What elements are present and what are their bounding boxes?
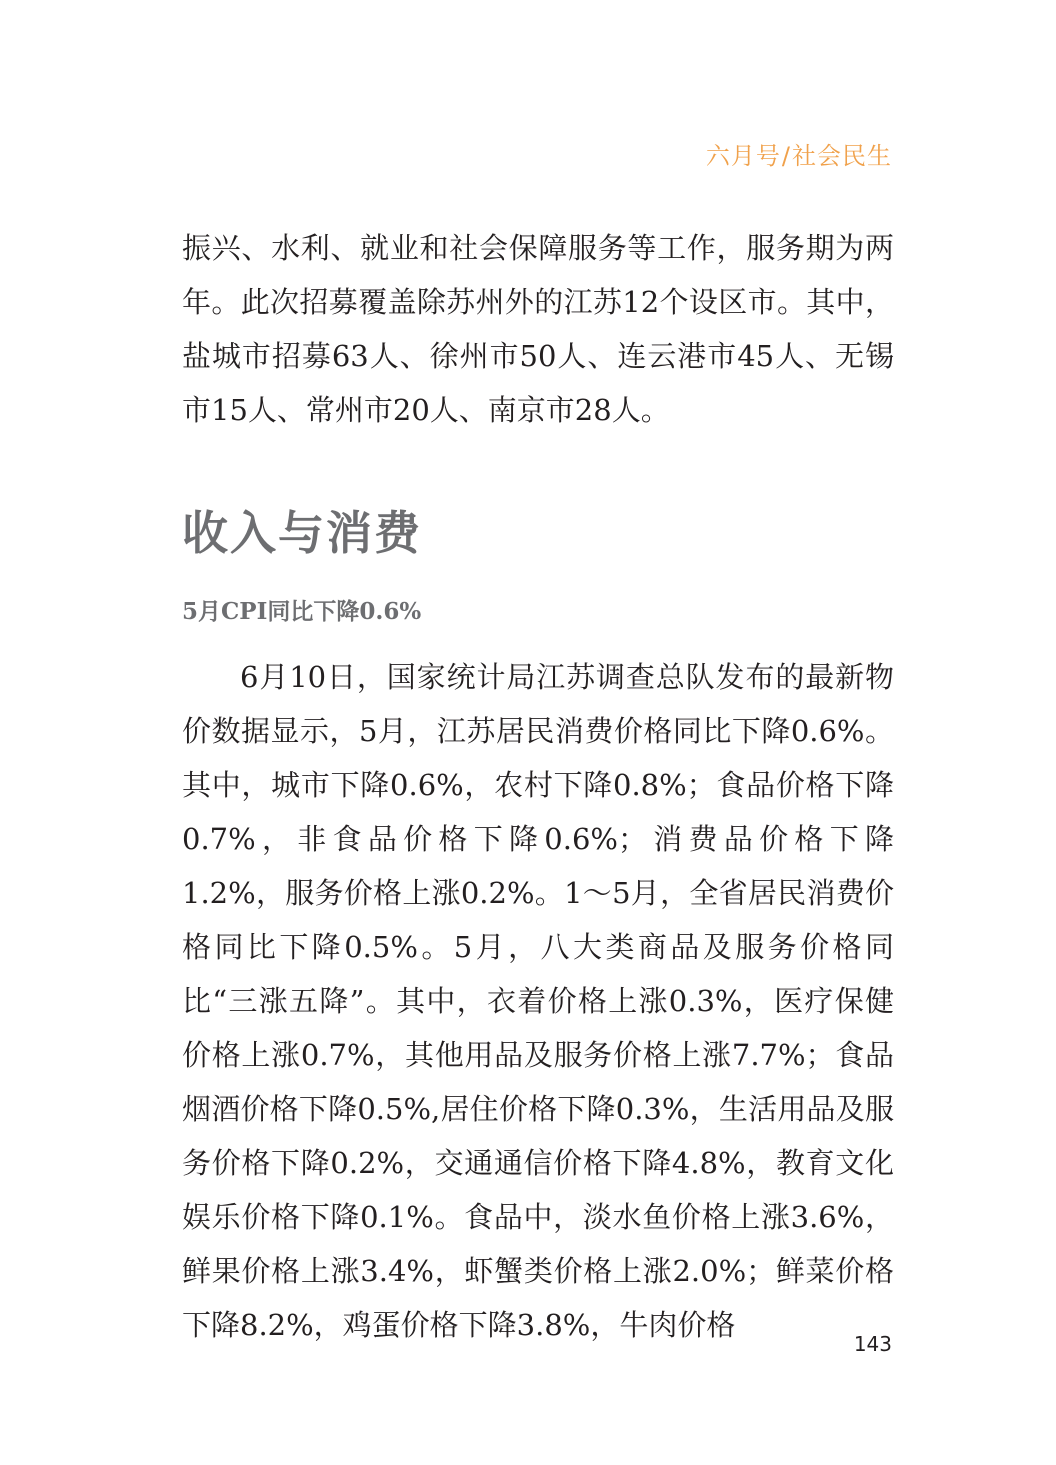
article-body (182, 650, 894, 1352)
section-title: 收入与消费 (182, 506, 422, 560)
article-heading: 5月CPI同比下降0.6% (182, 598, 422, 625)
issue-label: 六月号 (705, 142, 781, 170)
running-header (706, 136, 892, 171)
intro-paragraph: 振兴、水利、就业和社会保障服务等工作，服务期为两年。此次招募覆盖除苏州外的江苏12个设区市。其中，盐城市招募63人、徐州市50人、连云港市45人、无锡市15人、常州市20人、南京市28人。 (182, 231, 894, 427)
intro-text (182, 221, 894, 437)
article-paragraph: 6月10日，国家统计局江苏调查总队发布的最新物价数据显示，5月，江苏居民消费价格同比下降0.6%。其中，城市下降0.6%，农村下降0.8%；食品价格下降0.7%，非食品价格下降0.6%；消费品价格下降1.2%，服务价格上涨0.2%。1～5月，全省居民消费价格同比下降0.5%。5月，八大类商品及服务价格同比“三涨五降”。其中，衣着价格上涨0.3%，医疗保健价格上涨0.7%，其他用品及服务价格上涨7.7%；食品烟酒价格下降0.5%,居住价格下降0.3%，生活用品及服务价格下降0.2%，交通通信价格下降4.8%，教育文化娱乐价格下降0.1%。食品中，淡水鱼价格上涨3.6%，鲜果价格上涨3.4%，虾蟹类价格上涨2.0%；鲜菜价格下降8.2%，鸡蛋价格下降3.8%，牛肉价格 (182, 660, 894, 1342)
page-number: 143 (853, 1332, 892, 1356)
section-label: 社会民生 (792, 142, 892, 170)
header-separator: / (781, 142, 791, 170)
